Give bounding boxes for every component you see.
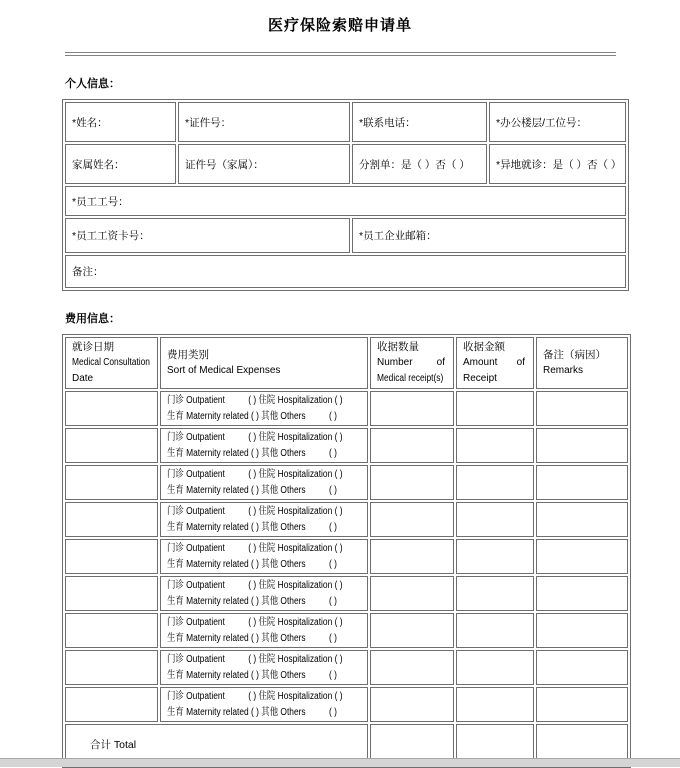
office-seat-cell: *办公楼层/工位号： (489, 102, 626, 142)
option-line-outpatient-hospitalization: 门诊 Outpatient ( ) 住院 Hospitalization ( ) (167, 616, 343, 628)
expense-row (65, 687, 628, 722)
table-row (65, 102, 626, 142)
receipt-count-cell (370, 576, 454, 611)
remarks-cell (536, 428, 628, 463)
expense-sort-header (160, 337, 368, 389)
expense-header-row (65, 337, 628, 389)
remarks-cell (536, 539, 628, 574)
receipt-count-cell (370, 502, 454, 537)
remarks-cell: 备注： (65, 255, 626, 288)
expense-row (65, 539, 628, 574)
expense-sort-cell (160, 539, 368, 574)
expense-sort-cell (160, 465, 368, 500)
expense-sort-cell (160, 502, 368, 537)
header-line-cn: 收据数量 (377, 341, 419, 353)
option-line-maternity-others: 生育 Maternity related ( ) 其他 Others ( ) (167, 669, 337, 681)
horizontal-scrollbar-track[interactable] (0, 758, 680, 767)
option-line-maternity-others: 生育 Maternity related ( ) 其他 Others ( ) (167, 484, 337, 496)
consultation-date-cell (65, 391, 158, 426)
option-line-outpatient-hospitalization: 门诊 Outpatient ( ) 住院 Hospitalization ( ) (167, 690, 343, 702)
expense-row (65, 650, 628, 685)
header-line-en: Sort of Medical Expenses (167, 365, 281, 376)
expense-row (65, 465, 628, 500)
expense-sort-cell (160, 391, 368, 426)
receipt-amount-header (456, 337, 534, 389)
receipt-amount-cell (456, 391, 534, 426)
family-id-cell: 证件号（家属）： (178, 144, 350, 184)
title-divider (65, 52, 616, 56)
header-line-en: Medical receipt(s) (377, 373, 444, 384)
receipt-count-cell (370, 650, 454, 685)
remarks-cell (536, 576, 628, 611)
header-line-cn: 收据金额 (463, 341, 505, 353)
split-bill-cell: 分割单：是（ ）否（ ） (352, 144, 487, 184)
option-line-maternity-others: 生育 Maternity related ( ) 其他 Others ( ) (167, 558, 337, 570)
expense-sort-cell (160, 613, 368, 648)
expense-sort-cell (160, 687, 368, 722)
total-label-cell: 合计 Total (65, 724, 368, 765)
salary-card-cell: *员工工资卡号： (65, 218, 350, 253)
receipt-amount-cell (456, 502, 534, 537)
expense-table (62, 334, 631, 768)
receipt-count-cell (370, 391, 454, 426)
receipt-count-cell (370, 687, 454, 722)
table-row (65, 218, 626, 253)
header-line-cn: 就诊日期 (72, 341, 114, 353)
option-line-outpatient-hospitalization: 门诊 Outpatient ( ) 住院 Hospitalization ( ) (167, 505, 343, 517)
remarks-cell (536, 687, 628, 722)
receipt-count-cell (370, 465, 454, 500)
option-line-maternity-others: 生育 Maternity related ( ) 其他 Others ( ) (167, 410, 337, 422)
consultation-date-cell (65, 613, 158, 648)
receipt-count-cell (370, 539, 454, 574)
name-cell: *姓名： (65, 102, 176, 142)
header-line-en: Medical Consultation (72, 357, 150, 368)
expense-info-label: 费用信息： (65, 313, 120, 325)
expense-row (65, 613, 628, 648)
header-line-en: Receipt (463, 373, 497, 384)
consultation-date-cell (65, 465, 158, 500)
option-line-outpatient-hospitalization: 门诊 Outpatient ( ) 住院 Hospitalization ( ) (167, 653, 343, 665)
option-line-maternity-others: 生育 Maternity related ( ) 其他 Others ( ) (167, 521, 337, 533)
receipt-count-header (370, 337, 454, 389)
id-number-cell: *证件号： (178, 102, 350, 142)
expense-row (65, 576, 628, 611)
expense-sort-cell (160, 650, 368, 685)
header-line-en: Number of (377, 357, 445, 368)
receipt-amount-cell (456, 650, 534, 685)
option-line-maternity-others: 生育 Maternity related ( ) 其他 Others ( ) (167, 595, 337, 607)
expense-sort-cell (160, 428, 368, 463)
remarks-cell (536, 391, 628, 426)
header-line-en: Remarks (543, 365, 584, 376)
expense-row (65, 391, 628, 426)
remarks-cell (536, 613, 628, 648)
remarks-cell (536, 465, 628, 500)
consultation-date-cell (65, 576, 158, 611)
employee-id-cell: *员工工号： (65, 186, 626, 216)
family-name-cell: 家属姓名： (65, 144, 176, 184)
header-line-en: Amount of (463, 357, 525, 368)
option-line-outpatient-hospitalization: 门诊 Outpatient ( ) 住院 Hospitalization ( ) (167, 542, 343, 554)
header-line-cn: 备注（病因） (543, 349, 606, 361)
consultation-date-header (65, 337, 158, 389)
receipt-amount-cell (456, 576, 534, 611)
expense-sort-cell (160, 576, 368, 611)
receipt-count-cell (370, 428, 454, 463)
receipt-amount-cell (456, 687, 534, 722)
receipt-amount-cell (456, 539, 534, 574)
personal-info-table (62, 99, 629, 291)
consultation-date-cell (65, 428, 158, 463)
option-line-outpatient-hospitalization: 门诊 Outpatient ( ) 住院 Hospitalization ( ) (167, 394, 343, 406)
personal-info-label: 个人信息： (65, 78, 120, 90)
receipt-amount-cell (456, 465, 534, 500)
consultation-date-cell (65, 650, 158, 685)
remarks-header (536, 337, 628, 389)
header-line-cn: 费用类别 (167, 349, 209, 361)
phone-cell: *联系电话： (352, 102, 487, 142)
consultation-date-cell (65, 539, 158, 574)
table-row (65, 255, 626, 288)
remarks-cell (536, 650, 628, 685)
option-line-outpatient-hospitalization: 门诊 Outpatient ( ) 住院 Hospitalization ( ) (167, 579, 343, 591)
company-email-cell: *员工企业邮箱： (352, 218, 626, 253)
option-line-maternity-others: 生育 Maternity related ( ) 其他 Others ( ) (167, 447, 337, 459)
expense-row (65, 428, 628, 463)
consultation-date-cell (65, 687, 158, 722)
page-title: 医疗保险索赔申请单 (267, 17, 412, 34)
receipt-amount-cell (456, 428, 534, 463)
receipt-amount-cell (456, 613, 534, 648)
option-line-outpatient-hospitalization: 门诊 Outpatient ( ) 住院 Hospitalization ( ) (167, 431, 343, 443)
table-row (65, 186, 626, 216)
option-line-maternity-others: 生育 Maternity related ( ) 其他 Others ( ) (167, 632, 337, 644)
header-line-en: Date (72, 373, 94, 384)
consultation-date-cell (65, 502, 158, 537)
remarks-cell (536, 502, 628, 537)
table-row (65, 144, 626, 184)
receipt-count-cell (370, 613, 454, 648)
option-line-maternity-others: 生育 Maternity related ( ) 其他 Others ( ) (167, 706, 337, 718)
expense-row (65, 502, 628, 537)
option-line-outpatient-hospitalization: 门诊 Outpatient ( ) 住院 Hospitalization ( ) (167, 468, 343, 480)
remote-visit-cell: *异地就诊：是（ ）否（ ） (489, 144, 626, 184)
